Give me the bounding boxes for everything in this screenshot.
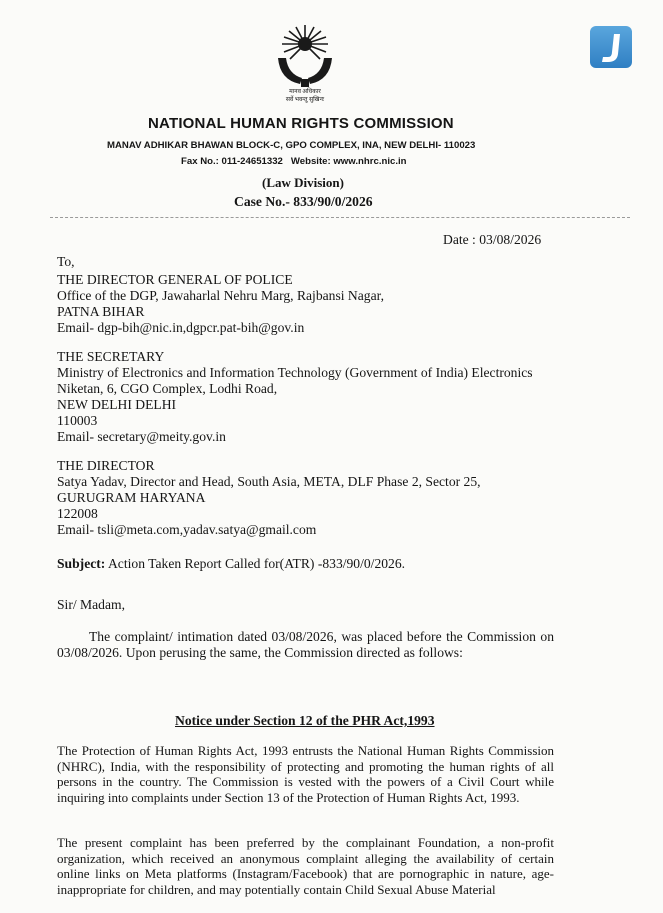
subject-label: Subject: [57,556,106,571]
recipient-3-line-1: THE DIRECTOR [57,458,155,473]
notice-heading: Notice under Section 12 of the PHR Act,1993 [175,713,435,728]
emblem-caption-1: मानव अधिकार [289,89,321,95]
date-line: Date : 03/08/2026 [443,232,542,247]
intro-paragraph: The complaint/ intimation dated 03/08/2026, was placed before the Commission on 03/08/2026. Upon perusing the same, the Commission directed as follows: [57,629,554,660]
header-divider [50,217,630,218]
org-contact: Fax No.: 011-24651332 Website: www.nhrc.nic.in [181,156,407,167]
division-label: (Law Division) [262,175,344,190]
recipient-1-line-2: Office of the DGP, Jawaharlal Nehru Marg, Rajbansi Nagar, [57,288,384,303]
emblem-caption-2: सर्वे भवन्तु सुखिनः [285,97,325,103]
recipient-2-line-2: Ministry of Electronics and Information Technology (Government of India) Electronics [57,365,533,380]
recipient-3-line-4: 122008 [57,506,98,521]
recipient-2-line-3: Niketan, 6, CGO Complex, Lodhi Road, [57,381,278,396]
recipient-1-line-3: PATNA BIHAR [57,304,145,319]
recipient-3-line-2: Satya Yadav, Director and Head, South Asia, META, DLF Phase 2, Sector 25, [57,474,481,489]
org-address: MANAV ADHIKAR BHAWAN BLOCK-C, GPO COMPLEX, INA, NEW DELHI- 110023 [107,140,476,151]
salutation: Sir/ Madam, [57,597,125,612]
to-label: To, [57,254,75,269]
recipient-2-line-1: THE SECRETARY [57,349,165,364]
recipient-1-line-1: THE DIRECTOR GENERAL OF POLICE [57,272,293,287]
recipient-2-line-4: NEW DELHI DELHI [57,397,177,412]
recipient-3-line-5: Email- tsli@meta.com,yadav.satya@gmail.com [57,522,317,537]
recipient-3-line-3: GURUGRAM HARYANA [57,490,206,505]
j-logo-icon [590,26,632,68]
case-number: Case No.- 833/90/0/2026 [234,194,373,209]
org-name: NATIONAL HUMAN RIGHTS COMMISSION [148,115,454,132]
corner-badge [590,26,632,68]
subject-line [57,556,405,572]
recipient-2-line-6: Email- secretary@meity.gov.in [57,429,226,444]
nhrc-emblem [270,22,340,112]
body-paragraph-2: The present complaint has been preferred by the complainant Foundation, a non-profit organization, which received an anonymous complaint alleging the availability of certain online links on Meta platforms (Instagram/Facebook) that are pornographic in nature, age-inappropriate for children, and may potentially contain Child Sexual Abuse Material [57,835,554,897]
body-paragraph-1: The Protection of Human Rights Act, 1993 entrusts the National Human Rights Commission (NHRC), India, with the responsibility of protecting and promoting the human rights of all persons in the country. The Commission is vested with the powers of a Civil Court while inquiring into complaints under Section 13 of the Protection of Human Rights Act, 1993. [57,743,554,805]
subject-text: Action Taken Report Called for(ATR) -833/90/0/2026. [105,556,406,571]
recipient-1-line-4: Email- dgp-bih@nic.in,dgpcr.pat-bih@gov.in [57,320,305,335]
recipient-2-line-5: 110003 [57,413,98,428]
